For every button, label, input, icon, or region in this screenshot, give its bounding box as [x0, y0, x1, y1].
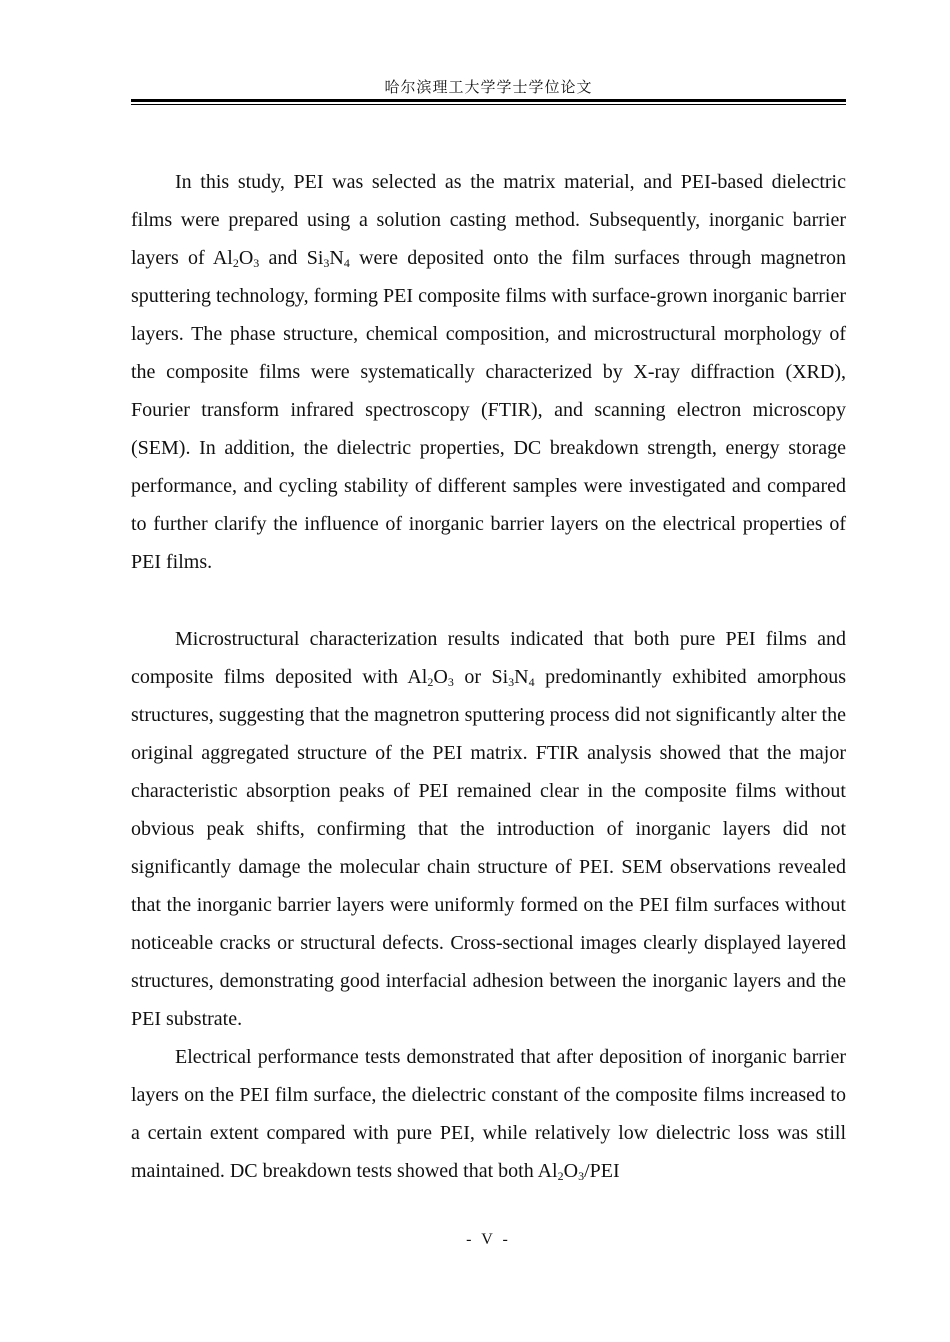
paragraph-microstructure: Microstructural characterization results indicated that both pure PEI films and composite films deposited with $Al_2O_3$ or $Si_3N_4$ predominantly exhibited amorphous structures, suggesting that the magnetron sputtering process did not significantly alter the original aggregated structure of the PEI matrix. FTIR analysis showed that the major characteristic absorption peaks of PEI remained clear in the composite films without obvious peak shifts, confirming that the introduction of inorganic layers did not significantly damage the molecular chain structure of PEI. SEM observations revealed that the inorganic barrier layers were uniformly formed on the PEI film surfaces without noticeable cracks or structural defects. Cross-sectional images clearly displayed layered structures, demonstrating good interfacial adhesion between the inorganic layers and the PEI substrate.: [131, 628, 846, 1030]
paragraph-electrical-performance: Electrical performance tests demonstrated that after deposition of inorganic barrier layers on the PEI film surface, the dielectric constant of the composite films increased to a certain extent compared with pure PEI, while relatively low dielectric loss was still maintained. DC breakdown tests showed that both $Al_2O_3$/PEI: [131, 1046, 846, 1183]
running-header: 哈尔滨理工大学学士学位论文: [384, 78, 593, 96]
page-number: - V -: [466, 1231, 511, 1248]
header-rule-thick: [131, 99, 846, 102]
paragraph-study-overview: In this study, PEI was selected as the matrix material, and PEI-based dielectric films were prepared using a solution casting method. Subsequently, inorganic barrier layers of $Al_2O_3$ and $Si_3N_4$ were deposited onto the film surfaces through magnetron sputtering technology, forming PEI composite films with surface-grown inorganic barrier layers. The phase structure, chemical composition, and microstructural morphology of the composite films were systematically characterized by X-ray diffraction (XRD), Fourier transform infrared spectroscopy (FTIR), and scanning electron microscopy (SEM). In addition, the dielectric properties, DC breakdown strength, energy storage performance, and cycling stability of different samples were investigated and compared to further clarify the influence of inorganic barrier layers on the electrical properties of PEI films.: [131, 171, 847, 573]
abstract-body: [131, 163, 846, 1190]
header-rule-thin: [131, 104, 846, 105]
